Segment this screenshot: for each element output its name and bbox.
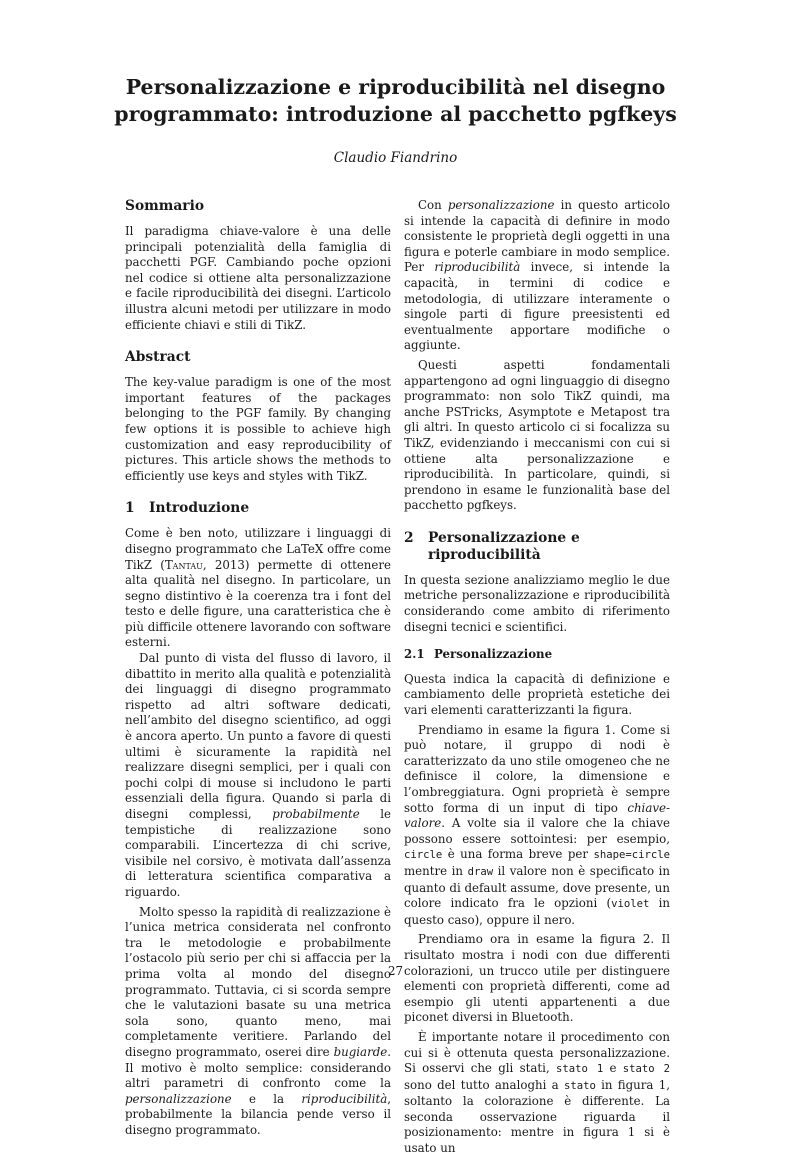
section-1-number: 1 bbox=[125, 500, 135, 517]
intro-paragraph-2: Dal punto di vista del flusso di lavoro, il dibattito in merito alla qualità e potenzialità dei linguaggi di disegno programmato rispetto ad altri software dedicati, nell’ambito del disegno scientifico, ad oggi è ancora aperto. Un punto a favore di questi ultimi è sicuramente la rapidità nel realizzare disegni semplici, per i quali con pochi colpi di mouse si includono le parti essenziali della figura. Quando si parla di disegni complessi, probabilmente le tempistiche di realizzazione sono comparabili. L’incertezza di chi scrive, visibile nel corsivo, è motivata dall’assenza di letteratura scientifica comparativa a riguardo. bbox=[125, 651, 391, 899]
section-2-heading bbox=[404, 530, 670, 564]
citation-tantau: Tantau bbox=[164, 557, 203, 572]
sommario-heading: Sommario bbox=[125, 198, 205, 214]
section-2-number: 2 bbox=[404, 529, 414, 546]
abstract-text: The key-value paradigm is one of the most important features of the packages belonging to the PGF family. By changing few options it is possible to achieve high customization and easy reproducibility of pictures. This article shows the methods to efficiently use keys and styles with TikZ. bbox=[125, 375, 391, 483]
personalizzazione-paragraph-3: Prendiamo ora in esame la figura 2. Il risultato mostra i nodi con due differenti colorazioni, un trucco utile per distinguere elementi con proprietà differenti, come ad esempio gli utenti appartenenti a due piconet diversi in Bluetooth. bbox=[404, 932, 670, 1025]
latex-logo: LaTeX bbox=[286, 541, 324, 556]
subsection-2-1-title: Personalizzazione bbox=[434, 647, 553, 662]
page-number: 27 bbox=[387, 964, 403, 978]
code-draw: draw bbox=[467, 865, 494, 878]
personalizzazione-paragraph-4: È importante notare il procedimento con cui si è ottenuta questa personalizzazione. Si osservi che gli stati, stato 1 e stato 2 sono del tutto analoghi a stato in figura 1, soltanto la colorazione è differente. La seconda osservazione riguarda il posizionamento: mentre in figura 1 si è usato un bbox=[404, 1029, 670, 1156]
intro-paragraph-1: Come è ben noto, utilizzare i linguaggi di disegno programmato che LaTeX offre come TikZ (Tantau, 2013) permette di ottenere alta qualità nel disegno. In particolare, un segno distintivo è la coerenza tra i font del testo e delle figure, una caratteristica che è più difficile ottenere lavorando con software esterni. bbox=[125, 526, 391, 650]
subsection-2-1-heading bbox=[404, 647, 670, 663]
code-shape-circle: shape=circle bbox=[593, 849, 670, 862]
intro-paragraph-3: Molto spesso la rapidità di realizzazione è l’unica metrica considerata nel confronto tra le metodologie e probabilmente l’ostacolo più serio per chi si affaccia per la prima volta al mondo del disegno programmato. Tuttavia, ci si scorda sempre che le valutazioni basate su una metrica sola sono, quanto meno, mai completamente veritiere. Parlando del disegno programmato, oserei dire bugiarde. Il motivo è molto semplice: considerando altri parametri di confronto come la personalizzazione e la riproducibilità, probabilmente la bilancia pende verso il disegno programmato. bbox=[125, 904, 391, 1137]
personalizzazione-paragraph-1: Questa indica la capacità di definizione e cambiamento delle proprietà estetiche dei vari elementi caratterizzanti la figura. bbox=[404, 671, 670, 718]
intro-right-paragraph-2: Questi aspetti fondamentali appartengono ad ogni linguaggio di disegno programmato: non solo TikZ quindi, ma anche PSTricks, Asymptote e Metapost tra gli altri. In questo articolo ci si focalizza su TikZ, evidenziando i meccanismi con cui si ottiene alta personalizzazione e riproducibilità. In particolare, quindi, si prendono in esame le funzionalità base del pacchetto pgfkeys. bbox=[404, 357, 670, 513]
code-stato: stato bbox=[563, 1079, 596, 1092]
personalizzazione-paragraph-2: Prendiamo in esame la figura 1. Come si può notare, il gruppo di nodi è caratterizzato da uno stile omogeneo che ne definisce il colore, la dimensione e l’ombreggiatura. Ogni proprietà è sempre sotto forma di un input di tipo chiave-valore. A volte sia il valore che la chiave possono essere sottointesi: per esempio, circle è una forma breve per shape=circle mentre in draw il valore non è specificato in quanto di default assume, dove presente, un colore indicato fra le opzioni (violet in questo caso), oppure il nero. bbox=[404, 722, 670, 927]
abstract-heading: Abstract bbox=[125, 349, 191, 366]
subsection-2-1-number: 2.1 bbox=[404, 647, 425, 662]
paper-title bbox=[100, 74, 691, 128]
paper-author: Claudio Fiandrino bbox=[333, 150, 458, 166]
section-2-intro: In questa sezione analizziamo meglio le due metriche personalizzazione e riproducibilità considerando come ambito di riferimento disegni tecnici e scientifici. bbox=[404, 572, 670, 634]
intro-right-paragraph-1: Con personalizzazione in questo articolo si intende la capacità di definire in modo consistente le proprietà degli oggetti in una figura e poterle cambiare in modo semplice. Per riproducibilità invece, si intende la capacità, in termini di codice e metodologia, di utilizzare interamente o singole parti di figure preesistenti ed eventualmente apportare modifiche o aggiunte. bbox=[404, 198, 670, 353]
section-2-title: Personalizzazione e riproducibilità bbox=[428, 529, 580, 563]
section-1-heading bbox=[125, 500, 391, 517]
code-circle: circle bbox=[404, 849, 443, 862]
left-column bbox=[125, 198, 391, 1138]
code-violet: violet bbox=[611, 898, 650, 911]
title-line-2: programmato: introduzione al pacchetto pgfkeys bbox=[114, 102, 677, 126]
right-column bbox=[404, 198, 670, 1157]
sommario-text: Il paradigma chiave-valore è una delle principali potenzialità della famiglia di pacchetti PGF. Cambiando poche opzioni nel codice si ottiene alta personalizzazione e facile riproducibilità dei disegni. L’articolo illustra alcuni metodi per utilizzare in modo efficiente chiavi e stili di TikZ. bbox=[125, 224, 391, 332]
code-stato-1: stato 1 bbox=[556, 1063, 604, 1076]
code-stato-2: stato 2 bbox=[622, 1063, 670, 1076]
section-1-title: Introduzione bbox=[149, 500, 250, 517]
title-line-1: Personalizzazione e riproducibilità nel disegno bbox=[125, 75, 666, 99]
